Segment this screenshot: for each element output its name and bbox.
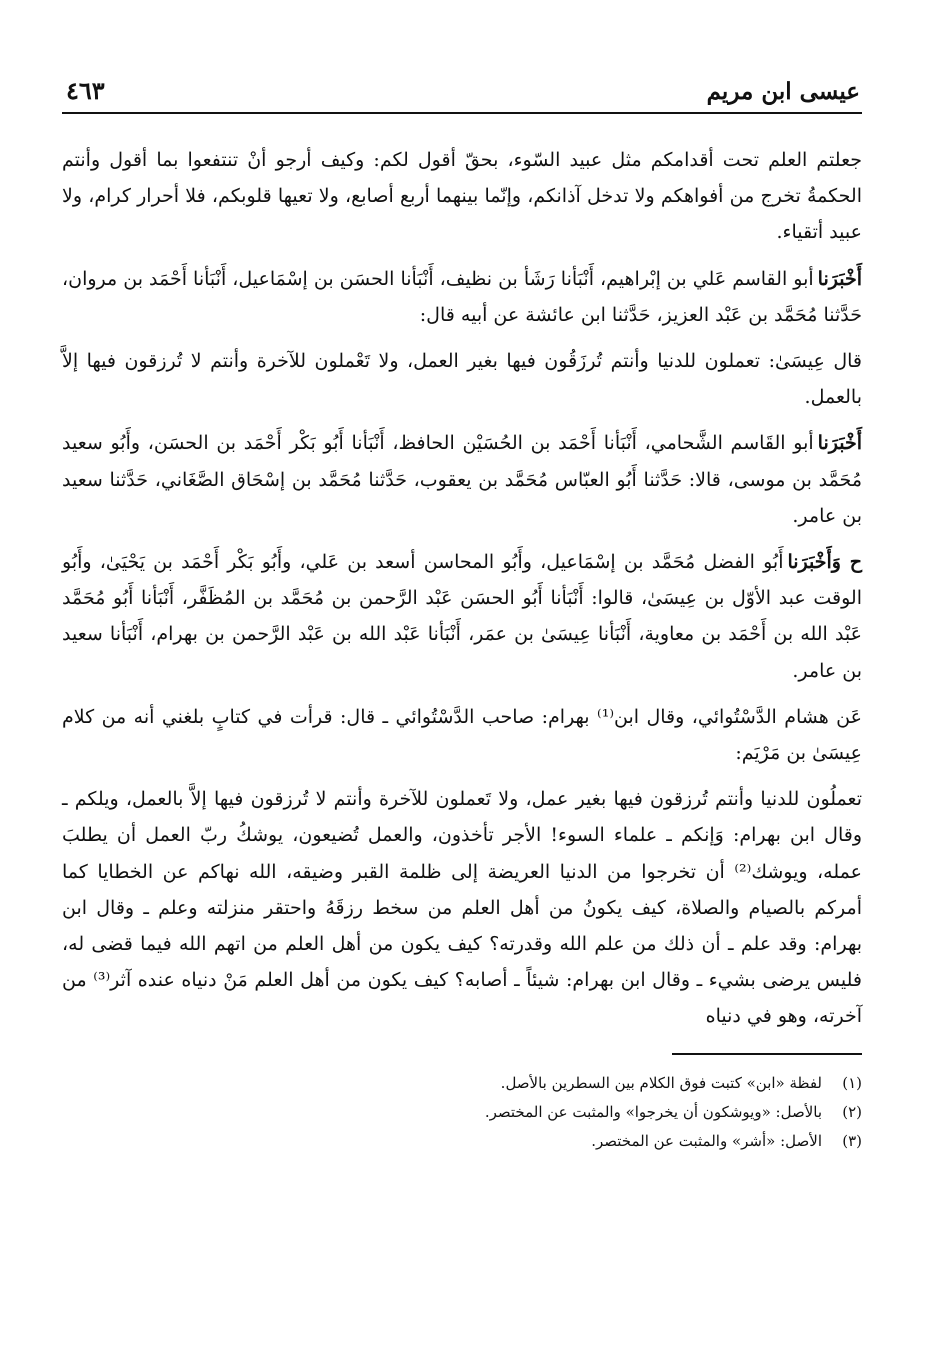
footnote-3	[62, 1127, 862, 1156]
paragraph-7	[62, 781, 862, 1034]
paragraph-4-lead: أَخْبَرَنا	[817, 432, 862, 455]
page-number: ٤٦٣	[66, 76, 105, 105]
paragraph-3	[62, 343, 862, 415]
footnotes	[62, 1069, 862, 1156]
paragraph-2	[62, 261, 862, 333]
footnote-3-number: (٣)	[842, 1131, 862, 1150]
footnote-2-text: بالأصل: «ويوشكون أن يخرجوا» والمثبت عن المختصر.	[484, 1102, 822, 1121]
paragraph-3-text: قال عِيسَىٰ: تعملون للدنيا وأنتم تُرزَقُون فيها بغير العمل، ولا تَعْملون للآخرة وأنتم لا تُرزقون فيها إلاَّ بالعمل.	[62, 350, 862, 409]
paragraph-7-text: تعملُون للدنيا وأنتم تُرزقون فيها بغير عمل، ولا تَعملون للآخرة وأنتم لا تُرزقون فيها إلاَّ بالعمل، ويلكم ـ وقال ابن بهرام: وَإنكم ـ علماء السوء! الأجر تأخذون، والعمل تُضيعون، يوشكُ ربّ العمل أن يطلبَ عمله، ويوشك⁽²⁾ أن تخرجوا من الدنيا العريضة إلى ظلمة القبر وضيقه، الله نهاكم عن الخطايا كما أمركم بالصيام والصلاة، كيف يكونُ من أهل العلم من سخط رزقَهُ واحتقر منزلته وعلم ـ وقال ابن بهرام: وقد علم ـ أن ذلك من علم الله وقدرته؟ كيف يكون من أهل العلم من اتهم الله فيما قضى له، فليس يرضى بشيء ـ وقال ابن بهرام: شيئاً ـ أصابه؟ كيف يكون من أهل العلم مَنْ دنياه عنده آثر⁽³⁾ من آخرته، وهو في دنياه	[62, 788, 862, 1028]
paragraph-5	[62, 544, 862, 689]
paragraph-1	[62, 142, 862, 251]
footnote-separator	[672, 1053, 862, 1055]
paragraph-6	[62, 699, 862, 771]
header-rule	[62, 112, 862, 114]
paragraph-4	[62, 425, 862, 534]
footnote-2-number: (٢)	[842, 1102, 862, 1121]
footnote-1-number: (١)	[842, 1073, 862, 1092]
paragraph-6-text: عَن هشام الدَّسْتُوائي، وقال ابن⁽¹⁾ بهرام: صاحب الدَّسْتُوائي ـ قال: قرأت في كتابٍ بلغني أنه من كلام عِيسَىٰ بن مَرْيَم:	[62, 705, 862, 765]
paragraph-1-text: جعلتم العلم تحت أقدامكم مثل عبيد السّوء، بحقّ أقول لكم: وكيف أرجو أنْ تنتفعوا بما أقول وأنتم الحكمةُ تخرج من أفواهكم ولا تدخل آذانكم، وإنّما بينهما أربع أصابع، ولا تعيها قلوبكم، فلا أحرار كرام، ولا عبيد أتقياء.	[62, 149, 862, 244]
page-header	[62, 72, 862, 112]
running-title: عيسى ابن مريم	[706, 78, 860, 105]
footnote-1-text: لفظة «ابن» كتبت فوق الكلام بين السطرين بالأصل.	[500, 1073, 822, 1092]
paragraph-2-lead: أَخْبَرَنا	[817, 267, 862, 290]
paragraph-2-text: أبو القاسم عَلي بن إبْراهيم، أَنْبَأنا رَشَأ بن نظيف، أَنْبَأنا الحسَن بن إسْمَاعيل، أَنْبَأنا أَحْمَد بن مروان، حَدَّثنا مُحَمَّد بن عَبْد العزيز، حَدَّثنا ابن عائشة عن أبيه قال:	[62, 267, 862, 326]
body-text	[62, 142, 862, 1035]
paragraph-4-text: أبو القَاسم الشَّحامي، أَنْبَأنا أَحْمَد بن الحُسَيْن الحافظ، أَنْبَأنا أَبُو بَكْر أَحْمَد بن الحسَن، وأَبُو سعيد مُحَمَّد بن موسى، قالا: حَدَّثنا أَبُو العبّاس مُحَمَّد بن يعقوب، حَدَّثنا مُحَمَّد بن إسْحَاق الصَّغَاني، حَدَّثنا سعيد بن عامر.	[62, 432, 862, 527]
footnote-2	[62, 1098, 862, 1127]
page	[62, 72, 862, 1156]
paragraph-5-lead: ح وَأَخْبَرَنا	[787, 551, 862, 574]
footnote-1	[62, 1069, 862, 1098]
footnote-3-text: الأصل: «أشر» والمثبت عن المختصر.	[591, 1131, 822, 1150]
paragraph-5-text: أَبُو الفضل مُحَمَّد بن إسْمَاعيل، وأَبُو المحاسن أسعد بن عَلي، وأَبُو بَكْر أَحْمَد بن يَحْيَىٰ، وأَبُو الوقت عبد الأوّل بن عِيسَىٰ، قالوا: أَنْبَأنا أَبُو الحسَن عَبْد الرَّحمن بن مُحَمَّد بن المُظَفَّر، أَنْبَأنا أَبُو مُحَمَّد عَبْد الله بن أَحْمَد بن معاوية، أَنْبَأنا عِيسَىٰ بن عمَر، أَنْبَأنا عَبْد الله بن عَبْد الرَّحمن بن بهرام، أَنْبَأنا سعيد بن عامر.	[62, 551, 862, 682]
